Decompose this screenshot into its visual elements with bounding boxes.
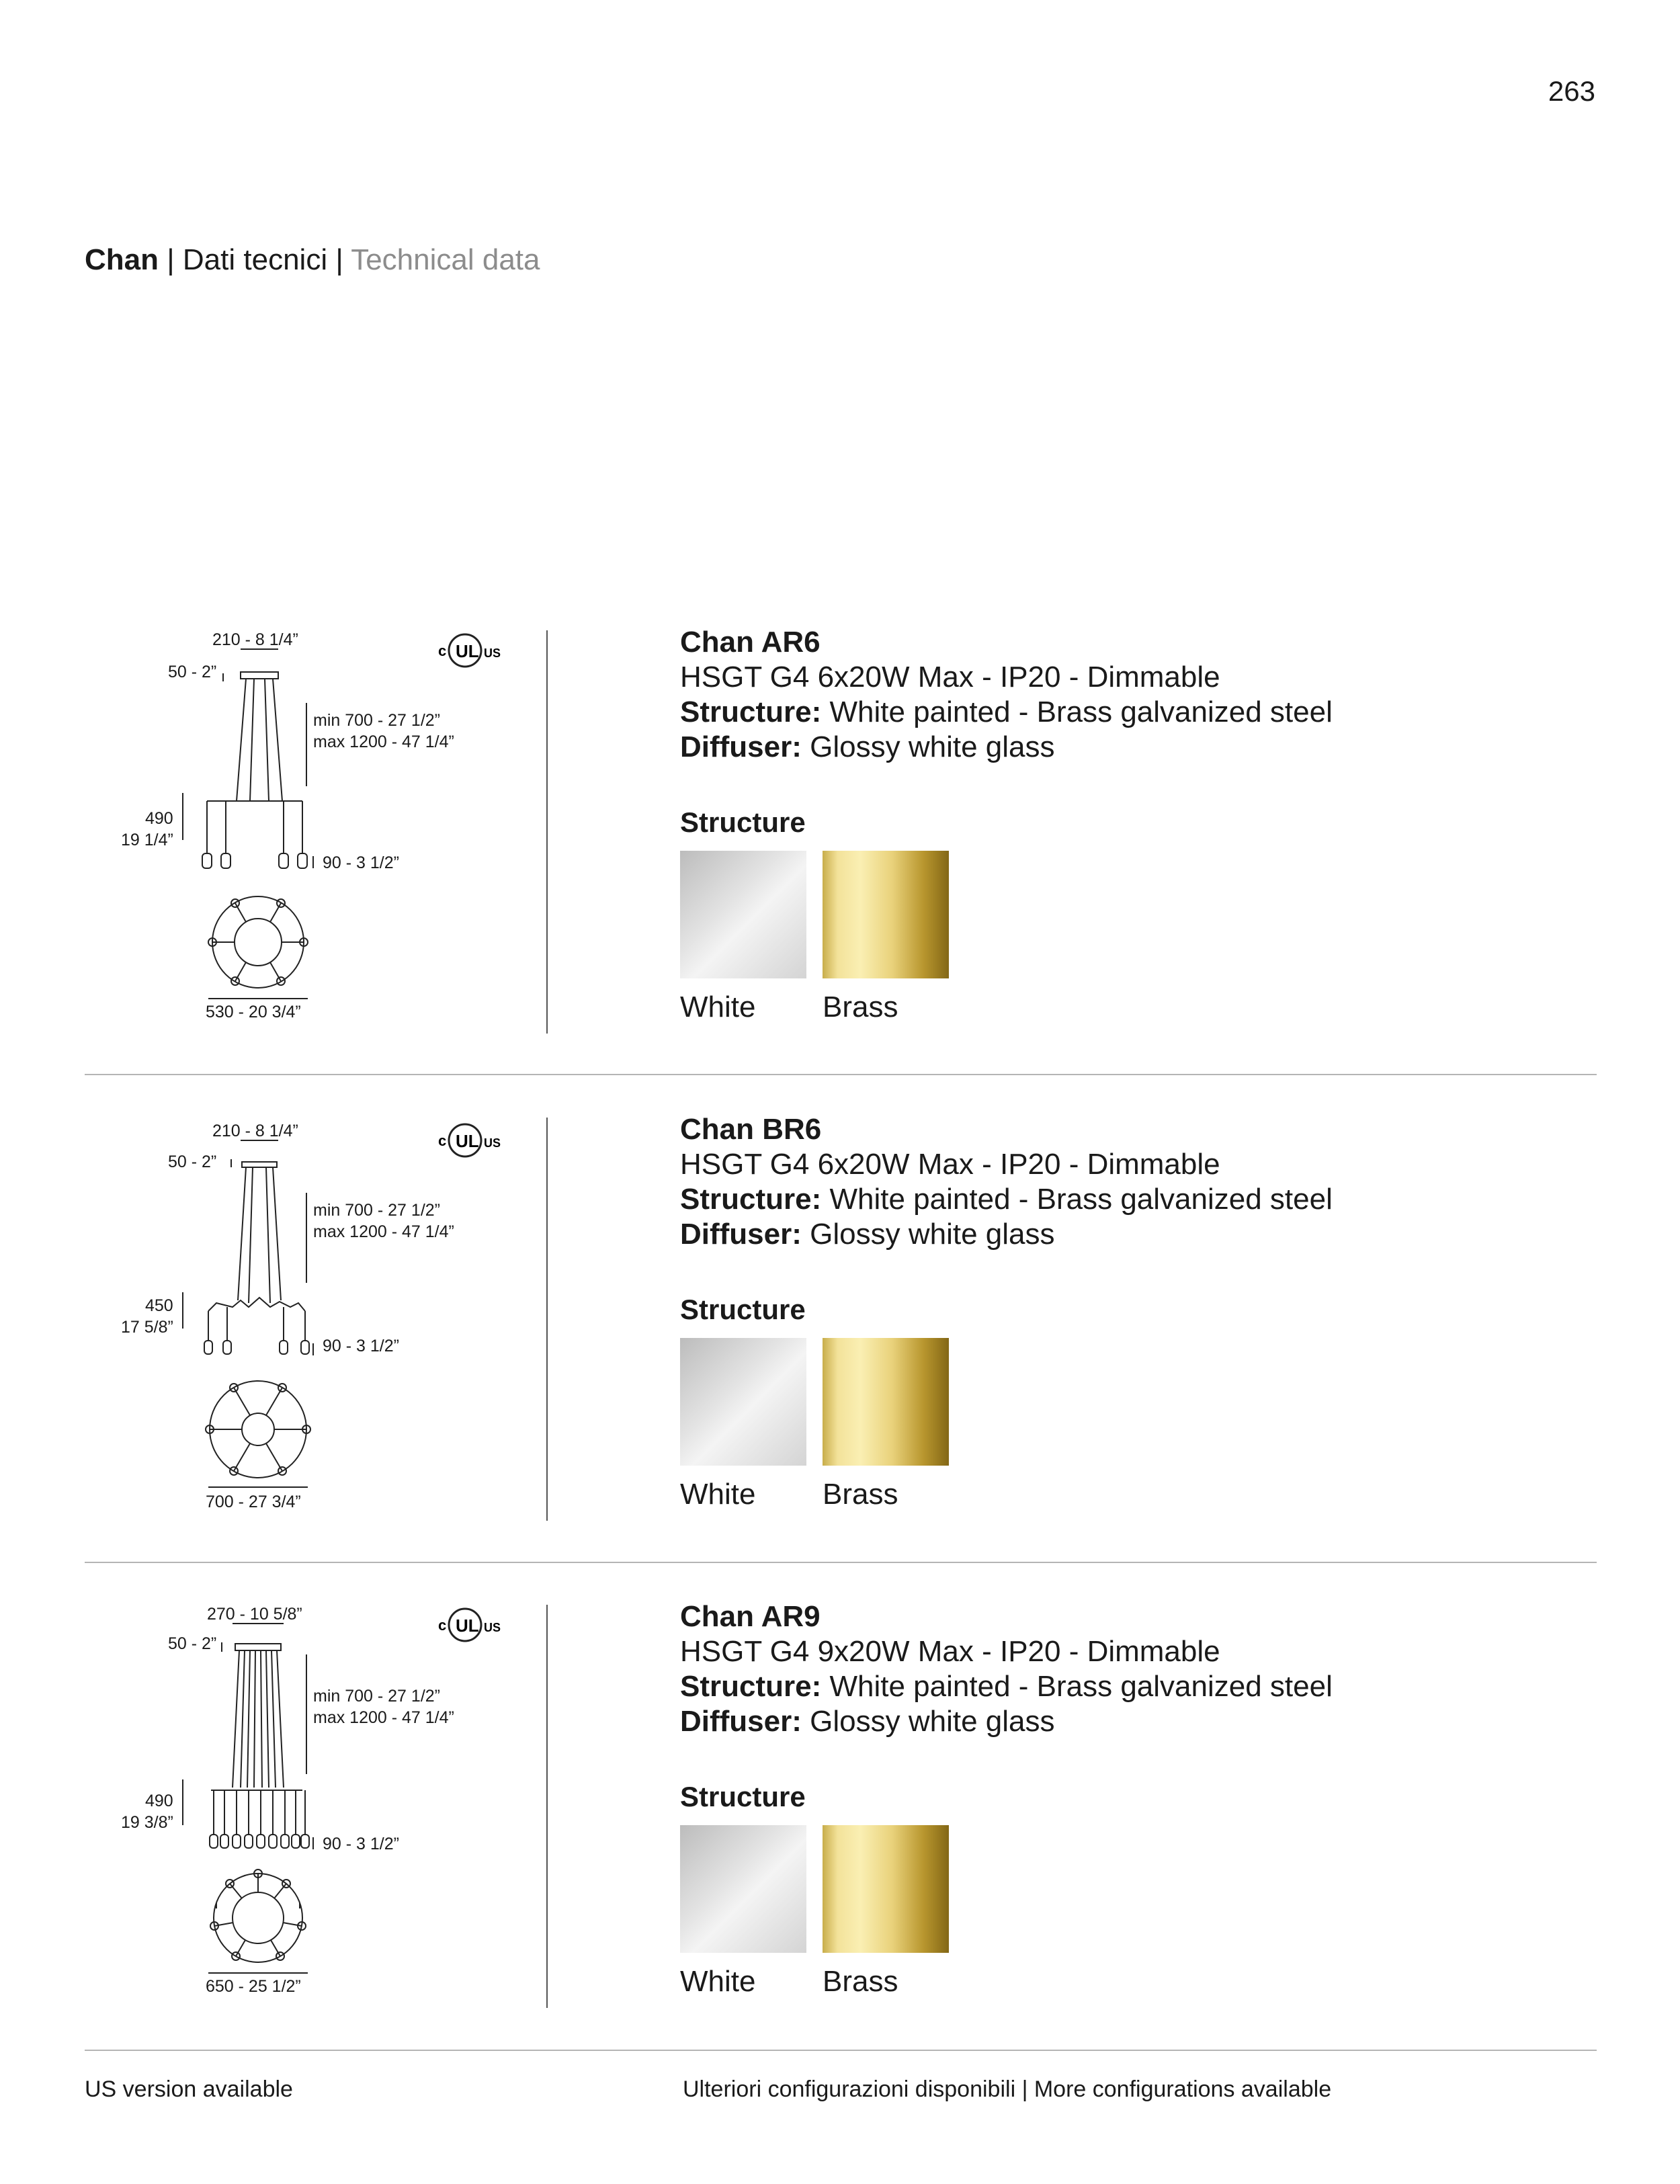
brass-finish-chip	[823, 1825, 949, 1953]
dim-drop-max: max 1200 - 47 1/4”	[313, 1708, 454, 1727]
swatch-brass[interactable]	[823, 851, 949, 1024]
footer-more-configurations: Ulteriori configurazioni disponibili | More configurations available	[683, 2076, 1332, 2102]
swatch-white[interactable]	[680, 1825, 806, 1999]
dim-drop-max: max 1200 - 47 1/4”	[313, 732, 454, 751]
finish-swatches	[680, 1825, 1587, 1999]
finishes-heading: Structure	[680, 1781, 806, 1812]
product-spec: HSGT G4 9x20W Max - IP20 - Dimmable	[680, 1635, 1220, 1668]
swatch-label: Brass	[823, 1965, 898, 1998]
footer-divider	[85, 2050, 1597, 2051]
technical-drawing-ar6	[114, 625, 531, 1062]
structure-value: White painted - Brass galvanized steel	[829, 1183, 1333, 1216]
dim-canopy: 50 - 2”	[168, 1634, 217, 1653]
product-info	[680, 625, 1587, 1024]
swatch-brass[interactable]	[823, 1825, 949, 1999]
dim-height-mm: 450	[145, 1296, 173, 1315]
section-divider-vertical	[546, 1605, 548, 2008]
white-finish-chip	[680, 1338, 806, 1466]
dim-canopy: 50 - 2”	[168, 663, 217, 681]
dim-diameter: 530 - 20 3/4”	[206, 1003, 301, 1021]
svg-text:c: c	[438, 1617, 447, 1634]
product-name: Chan AR6	[680, 626, 821, 659]
diffuser-value: Glossy white glass	[810, 730, 1055, 763]
dim-top-width: 210 - 8 1/4”	[212, 1122, 298, 1140]
svg-text:UL: UL	[456, 1615, 479, 1636]
section-divider	[85, 1562, 1597, 1563]
swatch-white[interactable]	[680, 1338, 806, 1511]
title-english: Technical data	[351, 243, 540, 276]
dim-height-in: 17 5/8”	[121, 1318, 173, 1337]
product-spec: HSGT G4 6x20W Max - IP20 - Dimmable	[680, 661, 1220, 694]
diffuser-label: Diffuser:	[680, 1218, 802, 1251]
section-divider-vertical	[546, 630, 548, 1034]
structure-spec	[680, 695, 1587, 730]
drawing-svg	[114, 1112, 531, 1549]
dim-drop-max: max 1200 - 47 1/4”	[313, 1222, 454, 1241]
ul-certification-icon	[438, 1124, 501, 1157]
brass-finish-chip	[823, 851, 949, 978]
brass-finish-chip	[823, 1338, 949, 1466]
dim-height-in: 19 3/8”	[121, 1813, 173, 1832]
product-section-ar6	[0, 625, 1680, 1095]
product-name: Chan BR6	[680, 1113, 822, 1146]
dim-bulb: 90 - 3 1/2”	[323, 1835, 399, 1853]
dim-drop-min: min 700 - 27 1/2”	[313, 711, 440, 730]
product-section-br6	[0, 1112, 1680, 1583]
diffuser-spec	[680, 1704, 1587, 1739]
structure-label: Structure:	[680, 696, 822, 728]
swatch-label: Brass	[823, 991, 898, 1023]
product-info	[680, 1112, 1587, 1511]
title-separator: |	[335, 243, 343, 276]
finishes-heading: Structure	[680, 806, 806, 838]
diffuser-value: Glossy white glass	[810, 1705, 1055, 1738]
title-product: Chan	[85, 243, 159, 276]
drawing-svg	[114, 1599, 531, 2036]
technical-drawing-ar9	[114, 1599, 531, 2036]
drawing-svg	[114, 625, 531, 1062]
svg-text:US: US	[484, 646, 501, 660]
structure-spec	[680, 1182, 1587, 1217]
product-info	[680, 1599, 1587, 1999]
structure-spec	[680, 1669, 1587, 1704]
ul-certification-icon	[438, 1609, 501, 1641]
dim-top-width: 210 - 8 1/4”	[212, 630, 298, 649]
structure-label: Structure:	[680, 1670, 822, 1703]
section-divider-vertical	[546, 1118, 548, 1521]
dim-diameter: 650 - 25 1/2”	[206, 1977, 301, 1996]
finish-swatches	[680, 1338, 1587, 1511]
dim-diameter: 700 - 27 3/4”	[206, 1493, 301, 1511]
dim-canopy: 50 - 2”	[168, 1152, 217, 1171]
svg-text:c: c	[438, 642, 447, 659]
technical-drawing-br6	[114, 1112, 531, 1549]
svg-text:US: US	[484, 1136, 501, 1150]
page-title	[85, 243, 540, 277]
diffuser-label: Diffuser:	[680, 730, 802, 763]
dim-drop-min: min 700 - 27 1/2”	[313, 1201, 440, 1220]
svg-text:UL: UL	[456, 1131, 479, 1151]
title-separator: |	[167, 243, 175, 276]
white-finish-chip	[680, 851, 806, 978]
section-divider	[85, 1074, 1597, 1075]
dim-top-width: 270 - 10 5/8”	[207, 1605, 302, 1624]
dim-drop-min: min 700 - 27 1/2”	[313, 1687, 440, 1706]
dim-height-in: 19 1/4”	[121, 831, 173, 849]
title-italian: Dati tecnici	[182, 243, 328, 276]
svg-text:US: US	[484, 1621, 501, 1634]
swatch-label: Brass	[823, 1478, 898, 1511]
page-number: 263	[1548, 75, 1595, 107]
structure-value: White painted - Brass galvanized steel	[829, 696, 1333, 728]
structure-value: White painted - Brass galvanized steel	[829, 1670, 1333, 1703]
swatch-brass[interactable]	[823, 1338, 949, 1511]
footer-us-version: US version available	[85, 2076, 293, 2102]
svg-text:c: c	[438, 1132, 447, 1149]
swatch-label: White	[680, 991, 756, 1023]
dim-bulb: 90 - 3 1/2”	[323, 1337, 399, 1355]
white-finish-chip	[680, 1825, 806, 1953]
diffuser-spec	[680, 1217, 1587, 1252]
diffuser-label: Diffuser:	[680, 1705, 802, 1738]
ul-certification-icon	[438, 634, 501, 667]
finish-swatches	[680, 851, 1587, 1024]
product-spec: HSGT G4 6x20W Max - IP20 - Dimmable	[680, 1148, 1220, 1181]
dim-height-mm: 490	[145, 809, 173, 828]
svg-text:UL: UL	[456, 641, 479, 661]
product-section-ar9	[0, 1599, 1680, 2070]
dim-height-mm: 490	[145, 1792, 173, 1810]
product-name: Chan AR9	[680, 1600, 821, 1633]
diffuser-value: Glossy white glass	[810, 1218, 1055, 1251]
dim-bulb: 90 - 3 1/2”	[323, 853, 399, 872]
finishes-heading: Structure	[680, 1294, 806, 1325]
swatch-label: White	[680, 1965, 756, 1998]
diffuser-spec	[680, 730, 1587, 765]
swatch-label: White	[680, 1478, 756, 1511]
swatch-white[interactable]	[680, 851, 806, 1024]
structure-label: Structure:	[680, 1183, 822, 1216]
